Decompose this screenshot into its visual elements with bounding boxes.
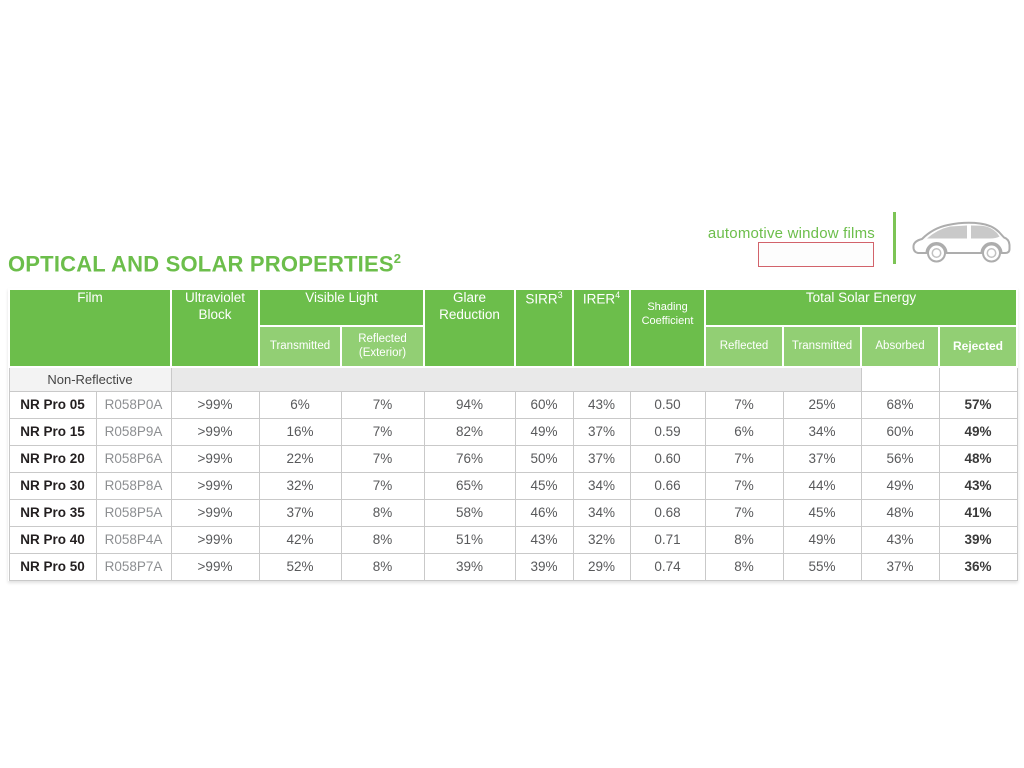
tse-absorbed-value: 68% (861, 391, 939, 418)
col-header-visible-light: Visible Light (259, 289, 424, 326)
table-row (9, 499, 1017, 526)
film-name: NR Pro 40 (9, 526, 96, 553)
glare-reduction-value: 65% (424, 472, 515, 499)
col-header-uv-block: Ultraviolet Block (171, 289, 259, 367)
tse-transmitted-value: 44% (783, 472, 861, 499)
shading-coefficient-value: 0.71 (630, 526, 705, 553)
glare-reduction-value: 58% (424, 499, 515, 526)
col-header-glare-reduction: Glare Reduction (424, 289, 515, 367)
tse-rejected-value: 49% (939, 418, 1017, 445)
vl-transmitted-value: 6% (259, 391, 341, 418)
tse-absorbed-value: 48% (861, 499, 939, 526)
sirr-footnote: 3 (557, 290, 563, 300)
irer-footnote: 4 (615, 290, 621, 300)
tse-reflected-value: 7% (705, 472, 783, 499)
shading-coefficient-value: 0.74 (630, 553, 705, 580)
col-header-tse-transmitted: Transmitted (783, 326, 861, 367)
table-row (9, 418, 1017, 445)
vl-reflected-value: 7% (341, 472, 424, 499)
shading-coefficient-value: 0.66 (630, 472, 705, 499)
tse-transmitted-value: 34% (783, 418, 861, 445)
glare-reduction-value: 76% (424, 445, 515, 472)
optical-solar-properties-table (8, 288, 1018, 581)
vl-transmitted-value: 37% (259, 499, 341, 526)
film-code: R058P4A (96, 526, 171, 553)
col-header-tse-reflected: Reflected (705, 326, 783, 367)
uv-block-value: >99% (171, 472, 259, 499)
table-row (9, 472, 1017, 499)
tse-reflected-value: 7% (705, 499, 783, 526)
tse-absorbed-value: 37% (861, 553, 939, 580)
col-header-shading-coefficient: Shading Coefficient (630, 289, 705, 367)
page-title-footnote: 2 (393, 251, 402, 266)
tse-reflected-value: 8% (705, 553, 783, 580)
glare-reduction-value: 94% (424, 391, 515, 418)
film-name: NR Pro 05 (9, 391, 96, 418)
irer-label: IRER (582, 291, 616, 307)
car-outline-icon (910, 217, 1015, 270)
film-code: R058P0A (96, 391, 171, 418)
film-name: NR Pro 50 (9, 553, 96, 580)
film-code: R058P6A (96, 445, 171, 472)
irer-value: 37% (573, 418, 630, 445)
vl-reflected-value: 8% (341, 526, 424, 553)
page-title (8, 251, 401, 277)
tse-transmitted-value: 55% (783, 553, 861, 580)
vl-transmitted-value: 16% (259, 418, 341, 445)
redacted-logo-box (758, 242, 874, 267)
vl-reflected-value: 7% (341, 418, 424, 445)
irer-value: 34% (573, 472, 630, 499)
film-name: NR Pro 30 (9, 472, 96, 499)
film-code: R058P7A (96, 553, 171, 580)
shading-coefficient-value: 0.68 (630, 499, 705, 526)
col-header-tse-rejected: Rejected (939, 326, 1017, 367)
section-empty-cell (939, 367, 1017, 391)
film-code: R058P8A (96, 472, 171, 499)
vl-transmitted-value: 42% (259, 526, 341, 553)
uv-block-value: >99% (171, 499, 259, 526)
vl-transmitted-value: 32% (259, 472, 341, 499)
glare-reduction-value: 51% (424, 526, 515, 553)
film-name: NR Pro 15 (9, 418, 96, 445)
tse-reflected-value: 8% (705, 526, 783, 553)
film-name: NR Pro 20 (9, 445, 96, 472)
shading-coefficient-value: 0.50 (630, 391, 705, 418)
sirr-value: 43% (515, 526, 573, 553)
section-empty-cell (861, 367, 939, 391)
sirr-value: 50% (515, 445, 573, 472)
tse-reflected-value: 7% (705, 445, 783, 472)
vl-transmitted-value: 52% (259, 553, 341, 580)
film-code: R058P9A (96, 418, 171, 445)
uv-block-value: >99% (171, 445, 259, 472)
tse-transmitted-value: 25% (783, 391, 861, 418)
sirr-value: 39% (515, 553, 573, 580)
brand-tagline: automotive window films (707, 225, 875, 242)
tse-rejected-value: 43% (939, 472, 1017, 499)
sirr-value: 46% (515, 499, 573, 526)
vl-reflected-value: 8% (341, 499, 424, 526)
table-row (9, 445, 1017, 472)
tse-transmitted-value: 45% (783, 499, 861, 526)
section-row-non-reflective (9, 367, 1017, 391)
irer-value: 34% (573, 499, 630, 526)
table-row (9, 391, 1017, 418)
vertical-divider (893, 212, 896, 264)
col-header-total-solar-energy: Total Solar Energy (705, 289, 1017, 326)
section-band (171, 367, 861, 391)
col-header-vl-reflected-exterior: Reflected (Exterior) (341, 326, 424, 367)
tse-reflected-value: 7% (705, 391, 783, 418)
uv-block-value: >99% (171, 553, 259, 580)
section-label: Non-Reflective (9, 367, 171, 391)
header-row-main (9, 289, 1017, 326)
uv-block-value: >99% (171, 526, 259, 553)
irer-value: 29% (573, 553, 630, 580)
tse-rejected-value: 41% (939, 499, 1017, 526)
uv-block-value: >99% (171, 418, 259, 445)
tse-absorbed-value: 49% (861, 472, 939, 499)
glare-reduction-value: 39% (424, 553, 515, 580)
tse-rejected-value: 39% (939, 526, 1017, 553)
film-name: NR Pro 35 (9, 499, 96, 526)
tse-rejected-value: 57% (939, 391, 1017, 418)
shading-coefficient-value: 0.60 (630, 445, 705, 472)
tse-transmitted-value: 37% (783, 445, 861, 472)
col-header-sirr (515, 289, 573, 367)
tse-rejected-value: 36% (939, 553, 1017, 580)
tse-absorbed-value: 56% (861, 445, 939, 472)
irer-value: 43% (573, 391, 630, 418)
film-code: R058P5A (96, 499, 171, 526)
tse-absorbed-value: 60% (861, 418, 939, 445)
irer-value: 32% (573, 526, 630, 553)
sirr-value: 49% (515, 418, 573, 445)
tse-rejected-value: 48% (939, 445, 1017, 472)
sirr-value: 60% (515, 391, 573, 418)
glare-reduction-value: 82% (424, 418, 515, 445)
table-row (9, 526, 1017, 553)
vl-reflected-value: 7% (341, 445, 424, 472)
vl-reflected-value: 7% (341, 391, 424, 418)
tse-reflected-value: 6% (705, 418, 783, 445)
page-title-text: OPTICAL AND SOLAR PROPERTIES (8, 251, 394, 277)
irer-value: 37% (573, 445, 630, 472)
tse-absorbed-value: 43% (861, 526, 939, 553)
vl-transmitted-value: 22% (259, 445, 341, 472)
sirr-value: 45% (515, 472, 573, 499)
table-row (9, 553, 1017, 580)
tse-transmitted-value: 49% (783, 526, 861, 553)
col-header-tse-absorbed: Absorbed (861, 326, 939, 367)
uv-block-value: >99% (171, 391, 259, 418)
col-header-vl-transmitted: Transmitted (259, 326, 341, 367)
shading-coefficient-value: 0.59 (630, 418, 705, 445)
col-header-irer (573, 289, 630, 367)
col-header-film: Film (9, 289, 171, 367)
vl-reflected-value: 8% (341, 553, 424, 580)
sirr-label: SIRR (525, 291, 558, 307)
